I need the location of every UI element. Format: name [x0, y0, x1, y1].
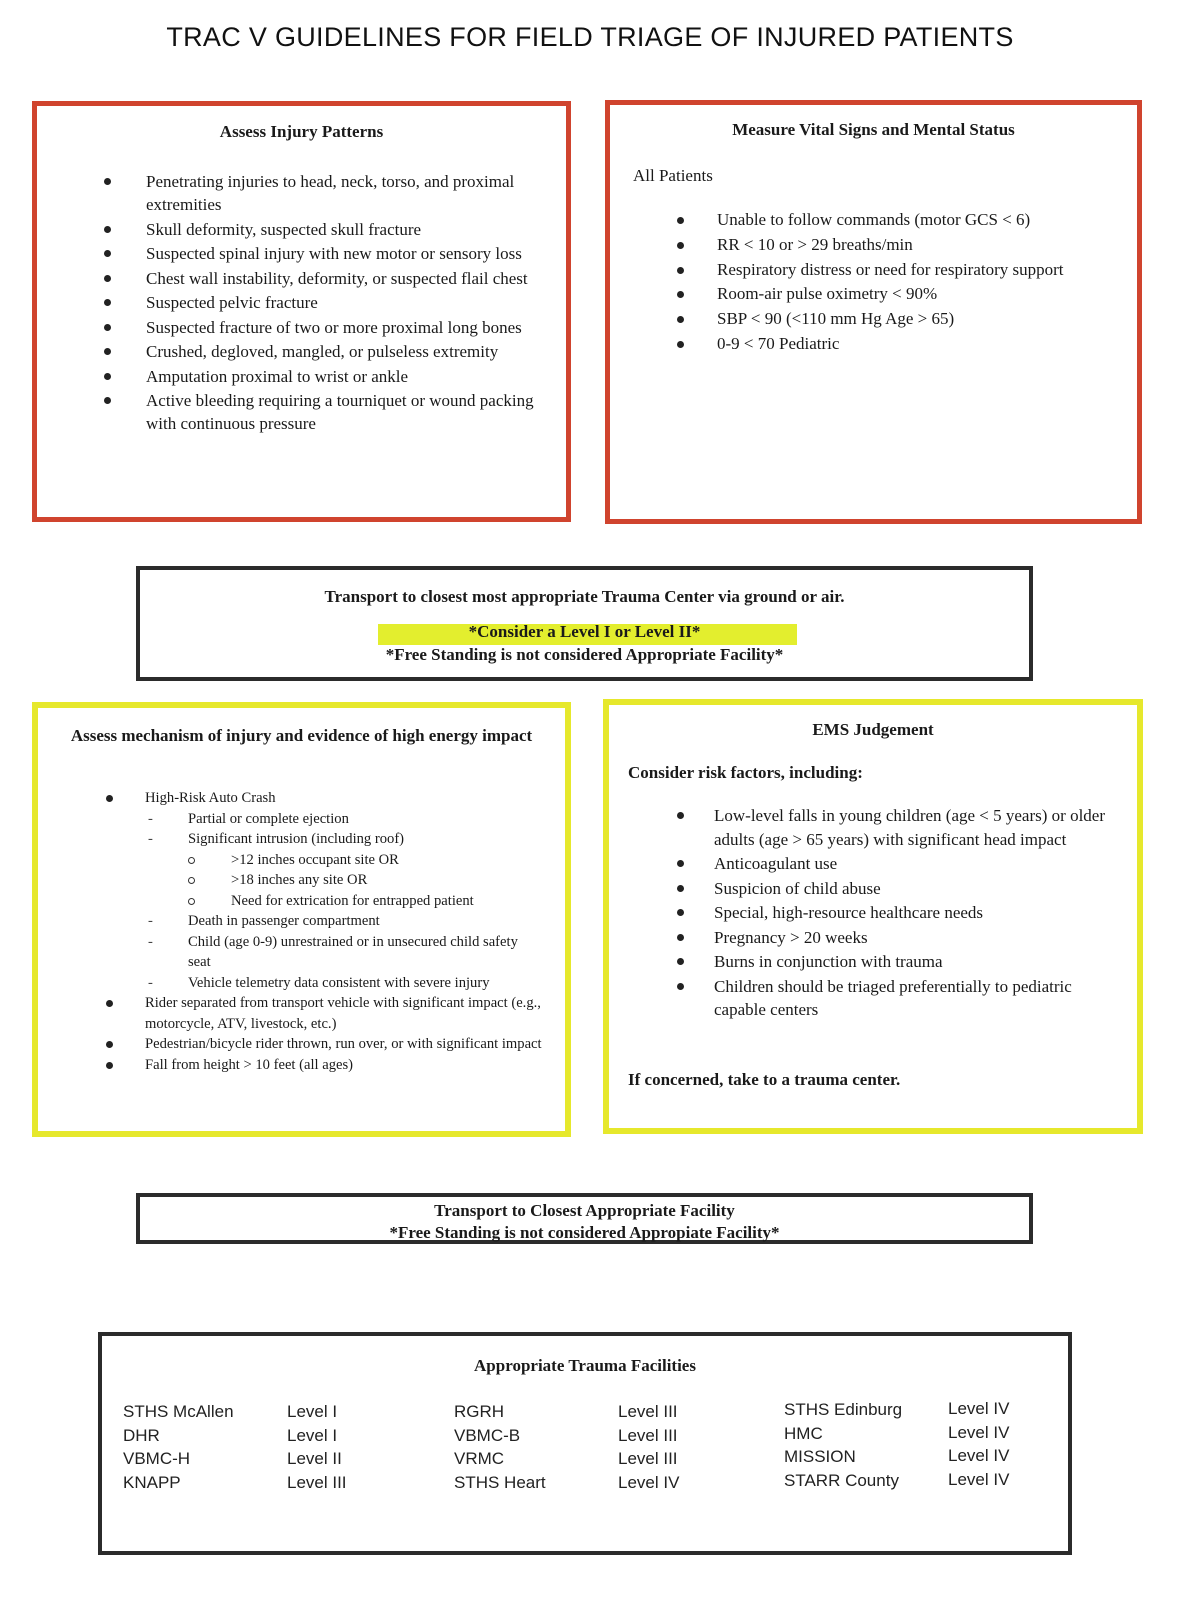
circle-bullet-icon: [188, 877, 195, 884]
bullet-icon: [104, 178, 111, 185]
bullet-icon: [104, 397, 111, 404]
list-item-text: Special, high-resource healthcare needs: [714, 903, 984, 922]
list-item: [609, 901, 1137, 925]
list-item: [609, 804, 1137, 851]
list-item-text: Death in passenger compartment: [188, 913, 380, 929]
facility-level: Level III: [287, 1472, 347, 1492]
list-item-text: Child (age 0-9) unrestrained or in unsecured child safety seat: [188, 933, 518, 970]
facility-level: Level III: [618, 1425, 678, 1445]
list-item: [38, 911, 565, 932]
list-item-text: SBP < 90 (<110 mm Hg Age > 65): [717, 309, 955, 329]
dash-icon: -: [148, 913, 153, 929]
list-item-text: Penetrating injuries to head, neck, torso, and proximal extremities: [146, 172, 515, 214]
list-item-text: Anticoagulant use: [714, 854, 838, 873]
facility-name: VBMC-B: [454, 1425, 521, 1445]
bullet-icon: [677, 909, 684, 916]
list-item: [37, 267, 566, 290]
circle-bullet-icon: [188, 857, 195, 864]
injury-patterns-title: Assess Injury Patterns: [219, 122, 384, 141]
list-item: [38, 850, 565, 871]
mechanism-title: Assess mechanism of injury and evidence of high energy impact: [70, 726, 533, 745]
trauma-facilities-box: [98, 1332, 1072, 1555]
facility-level: Level IV: [948, 1446, 1010, 1465]
bullet-icon: [104, 324, 111, 331]
list-item-text: Suspected pelvic fracture: [146, 293, 318, 312]
list-item-text: Vehicle telemetry data consistent with severe injury: [188, 974, 490, 991]
facility-level: Level IV: [948, 1469, 1010, 1489]
facility-name: STARR County: [784, 1470, 899, 1490]
bullet-icon: [677, 860, 684, 867]
facility-level: Level II: [287, 1449, 342, 1468]
list-item: [38, 932, 565, 973]
transport-closest-line: Transport to Closest Appropriate Facility: [434, 1201, 735, 1220]
consider-level-note: *Consider a Level I or Level II*: [468, 622, 701, 641]
list-item-text: Respiratory distress or need for respiratory support: [717, 259, 1064, 279]
bullet-icon: [104, 373, 111, 380]
list-item-text: Partial or complete ejection: [188, 810, 349, 827]
risk-factors-heading: Consider risk factors, including:: [628, 763, 863, 782]
facility-level: Level III: [618, 1449, 678, 1468]
ems-judgement-title: EMS Judgement: [812, 720, 934, 739]
list-item: [609, 950, 1137, 974]
bullet-icon: [104, 275, 111, 282]
circle-bullet-icon: [188, 898, 195, 905]
list-item-text: Burns in conjunction with trauma: [714, 952, 943, 971]
list-item: [609, 877, 1137, 901]
bullet-icon: [677, 242, 684, 249]
bullet-icon: [677, 983, 684, 990]
list-item: [609, 852, 1137, 876]
list-item-text: RR < 10 or > 29 breaths/min: [717, 234, 913, 254]
dash-icon: -: [148, 831, 153, 847]
list-item-text: Pedestrian/bicycle rider thrown, run over, or with significant impact: [145, 1036, 542, 1052]
bullet-icon: [677, 267, 684, 274]
list-item: [610, 282, 1137, 307]
list-item: [37, 218, 566, 241]
bullet-icon: [106, 1041, 113, 1048]
list-item-text: >12 inches occupant site OR: [231, 851, 399, 868]
bullet-icon: [104, 348, 111, 355]
facility-name: RGRH: [454, 1402, 505, 1421]
injury-patterns-box: [32, 101, 571, 522]
bullet-icon: [677, 217, 684, 224]
list-item: [609, 975, 1137, 1022]
bullet-icon: [104, 226, 111, 233]
list-item: [38, 809, 565, 830]
facility-level: Level IV: [948, 1399, 1010, 1418]
list-item-text: Crushed, degloved, mangled, or pulseless extremity: [146, 342, 499, 361]
list-item-text: Rider separated from transport vehicle with significant impact (e.g., motorcycle, ATV, livestock, etc.): [145, 995, 541, 1032]
facility-name: MISSION: [784, 1447, 856, 1466]
bullet-icon: [677, 934, 684, 941]
list-item: [37, 340, 566, 363]
concern-note: If concerned, take to a trauma center.: [628, 1070, 901, 1089]
bullet-icon: [677, 812, 684, 819]
list-item-text: Pregnancy > 20 weeks: [714, 927, 868, 947]
transport-trauma-center-box: [136, 566, 1033, 681]
mechanism-list: [38, 788, 565, 1075]
list-item-text: Fall from height > 10 feet (all ages): [145, 1056, 354, 1073]
facilities-title: Appropriate Trauma Facilities: [474, 1356, 696, 1375]
vital-signs-title: Measure Vital Signs and Mental Status: [732, 120, 1015, 139]
list-item-text: Chest wall instability, deformity, or suspected flail chest: [146, 268, 528, 288]
dash-icon: -: [148, 810, 153, 827]
list-item: [38, 973, 565, 994]
mechanism-box: [32, 702, 571, 1137]
free-standing-note: *Free Standing is not considered Appropriate Facility*: [385, 645, 784, 664]
list-item-text: Unable to follow commands (motor GCS < 6): [717, 210, 1031, 229]
list-item: [38, 891, 565, 912]
injury-patterns-list: [37, 170, 566, 437]
facility-name: KNAPP: [123, 1472, 181, 1492]
list-item-text: Active bleeding requiring a tourniquet or wound packing with continuous pressure: [146, 391, 534, 433]
bullet-icon: [104, 250, 111, 257]
bullet-icon: [677, 316, 684, 323]
facility-name: VRMC: [454, 1449, 505, 1468]
bullet-icon: [104, 299, 111, 306]
facility-level-column: [618, 1400, 679, 1494]
facility-level: Level IV: [618, 1472, 680, 1492]
free-standing-note: *Free Standing is not considered Appropiate Facility*: [389, 1223, 780, 1242]
list-item-text: Suspected spinal injury with new motor or sensory loss: [146, 244, 522, 263]
bullet-icon: [677, 885, 684, 892]
list-item: [38, 870, 565, 891]
facility-level: Level I: [287, 1425, 338, 1445]
list-item: [37, 389, 566, 435]
list-item: [37, 365, 566, 388]
list-item-text: Room-air pulse oximetry < 90%: [717, 284, 938, 304]
bullet-icon: [677, 291, 684, 298]
list-item: [37, 242, 566, 265]
list-item-text: Amputation proximal to wrist or ankle: [146, 366, 409, 386]
list-item: [38, 788, 565, 809]
list-item-text: >18 inches any site OR: [231, 872, 368, 888]
facility-name: STHS McAllen: [123, 1402, 234, 1421]
list-item: [610, 233, 1137, 258]
facility-name: STHS Heart: [454, 1472, 546, 1492]
facility-name-column: [454, 1400, 546, 1494]
list-item: [37, 170, 566, 216]
list-item: [610, 307, 1137, 332]
list-item: [610, 258, 1137, 283]
facility-level-column: [287, 1400, 347, 1494]
bullet-icon: [106, 1000, 113, 1007]
list-item-text: Need for extrication for entrapped patient: [231, 892, 474, 909]
list-item: [37, 316, 566, 339]
list-item: [38, 1055, 565, 1076]
bullet-icon: [677, 341, 684, 348]
vital-signs-box: [605, 100, 1142, 524]
risk-factors-list: [609, 804, 1137, 1023]
bullet-icon: [106, 1062, 113, 1069]
list-item-text: Skull deformity, suspected skull fracture: [146, 219, 422, 239]
all-patients-label: All Patients: [633, 166, 713, 185]
bullet-icon: [106, 795, 113, 802]
vital-signs-list: [610, 208, 1137, 357]
list-item-text: Suspicion of child abuse: [714, 878, 881, 898]
facility-name-column: [784, 1398, 902, 1492]
list-item: [38, 1034, 565, 1055]
ems-judgement-box: [603, 699, 1143, 1134]
facility-name: VBMC-H: [123, 1449, 191, 1468]
auto-crash-label: High-Risk Auto Crash: [145, 790, 276, 806]
facility-level: Level III: [618, 1402, 678, 1421]
dash-icon: -: [148, 974, 153, 991]
list-item: [610, 332, 1137, 357]
list-item-text: Children should be triaged preferentially to pediatric capable centers: [714, 976, 1072, 1019]
list-item-text: Low-level falls in young children (age < 5 years) or older adults (age > 65 years) with significant head impact: [714, 806, 1106, 849]
facility-name-column: [123, 1400, 234, 1494]
list-item-text: Suspected fracture of two or more proximal long bones: [146, 317, 522, 337]
list-item-text: 0-9 < 70 Pediatric: [717, 333, 840, 353]
transport-closest-facility-box: [136, 1193, 1033, 1244]
list-item-text: Significant intrusion (including roof): [188, 831, 405, 847]
facility-name: HMC: [784, 1423, 823, 1443]
list-item: [610, 208, 1137, 233]
dash-icon: -: [148, 933, 153, 950]
facility-level: Level IV: [948, 1422, 1010, 1442]
facility-name: DHR: [123, 1425, 160, 1445]
facility-name: STHS Edinburg: [784, 1400, 903, 1419]
list-item: [38, 829, 565, 850]
list-item: [37, 291, 566, 314]
bullet-icon: [677, 958, 684, 965]
facility-level: Level I: [287, 1402, 338, 1421]
page-title: TRAC V GUIDELINES FOR FIELD TRIAGE OF INJURED PATIENTS: [166, 22, 1014, 52]
list-item: [609, 926, 1137, 950]
list-item: [38, 993, 565, 1034]
transport-trauma-line: Transport to closest most appropriate Trauma Center via ground or air.: [324, 587, 845, 606]
facility-level-column: [948, 1397, 1009, 1491]
